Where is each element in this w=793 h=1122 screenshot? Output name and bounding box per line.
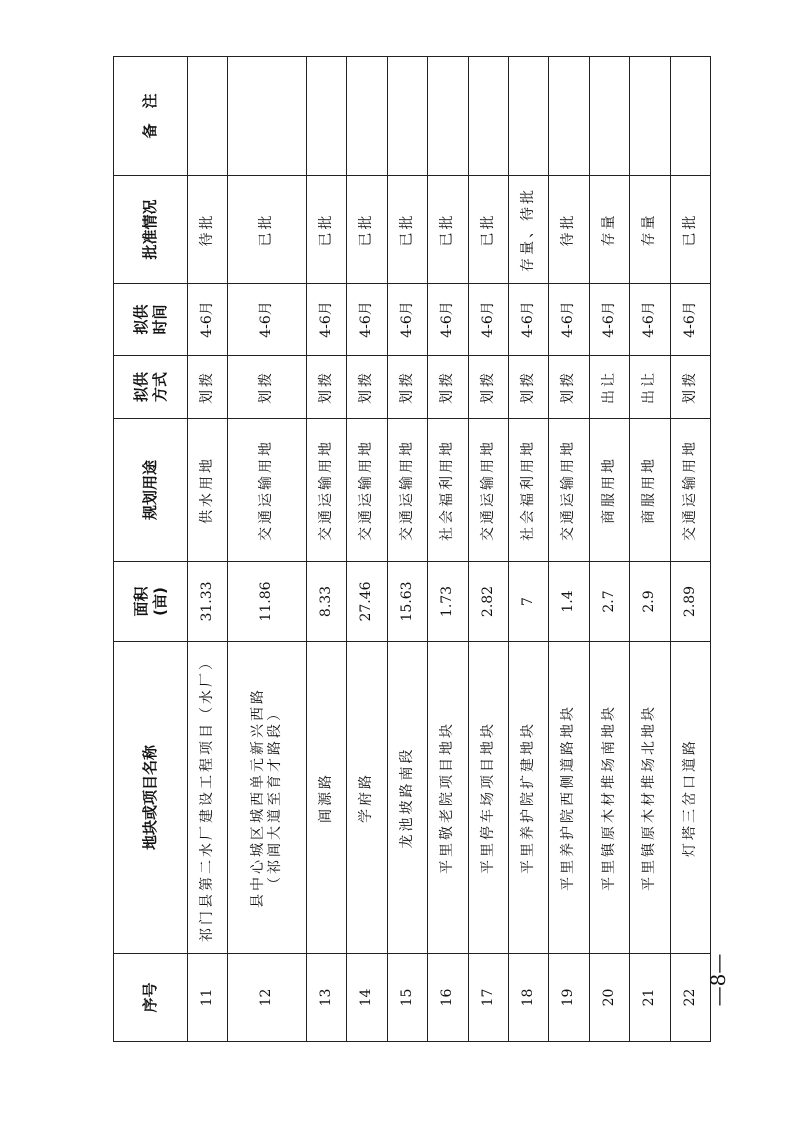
cell-time: 4-6月 (387, 284, 427, 356)
table-row (307, 57, 347, 1042)
cell-name-line1: 平里敬老院项目地块 (439, 721, 456, 874)
header-use: 规划用途 (114, 419, 188, 562)
cell-time: 4-6月 (428, 284, 468, 356)
cell-time: 4-6月 (508, 284, 548, 356)
cell-remark (670, 57, 710, 176)
header-method (114, 356, 188, 419)
cell-seq: 11 (188, 954, 228, 1042)
cell-name (307, 642, 347, 954)
cell-remark (188, 57, 228, 176)
cell-area: 11.86 (228, 562, 307, 642)
cell-seq: 13 (307, 954, 347, 1042)
cell-name-line1: 阊源路 (317, 772, 334, 823)
cell-area: 31.33 (188, 562, 228, 642)
table-header-row (114, 57, 188, 1042)
cell-remark (549, 57, 589, 176)
page-number: —8— (706, 953, 730, 1007)
cell-method: 划拨 (228, 356, 307, 419)
cell-name (347, 642, 387, 954)
cell-approval: 已批 (228, 176, 307, 284)
cell-method: 划拨 (468, 356, 508, 419)
header-time-line2: 时间 (150, 304, 169, 335)
header-time-line1: 拟供 (131, 304, 150, 335)
cell-area: 2.89 (670, 562, 710, 642)
cell-remark (589, 57, 629, 176)
cell-approval: 待批 (188, 176, 228, 284)
cell-area: 1.4 (549, 562, 589, 642)
cell-method: 划拨 (387, 356, 427, 419)
cell-time: 4-6月 (589, 284, 629, 356)
table-row (508, 57, 548, 1042)
cell-seq: 12 (228, 954, 307, 1042)
header-approval: 批准情况 (114, 176, 188, 284)
cell-use: 交通运输用地 (228, 419, 307, 562)
cell-use: 交通运输用地 (670, 419, 710, 562)
cell-remark (228, 57, 307, 176)
cell-method: 出让 (589, 356, 629, 419)
table-row (468, 57, 508, 1042)
cell-method: 出让 (630, 356, 670, 419)
cell-approval: 存量 (589, 176, 629, 284)
cell-remark (468, 57, 508, 176)
cell-approval: 已批 (347, 176, 387, 284)
cell-name-line2: （祁阊大道至育才路段） (267, 704, 284, 891)
cell-approval: 已批 (307, 176, 347, 284)
cell-area: 8.33 (307, 562, 347, 642)
cell-seq: 16 (428, 954, 468, 1042)
cell-approval: 已批 (428, 176, 468, 284)
cell-area: 7 (508, 562, 548, 642)
cell-name-line1: 平里停车场项目地块 (479, 721, 496, 874)
table-row (347, 57, 387, 1042)
cell-name-line1: 县中心城区城西单元新兴西路 (249, 687, 266, 908)
header-name: 地块或项目名称 (114, 642, 188, 954)
table-row (428, 57, 468, 1042)
header-method-line2: 方式 (150, 372, 169, 403)
cell-time: 4-6月 (670, 284, 710, 356)
header-area-line2: (亩) (150, 587, 169, 616)
cell-method: 划拨 (428, 356, 468, 419)
cell-name-line1: 龙池坡路南段 (398, 746, 415, 849)
cell-approval: 存量 (630, 176, 670, 284)
header-method-line1: 拟供 (131, 372, 150, 403)
cell-time: 4-6月 (468, 284, 508, 356)
table-row (387, 57, 427, 1042)
cell-approval: 已批 (468, 176, 508, 284)
cell-name-line1: 祁门县第二水厂建设工程项目（水厂） (198, 653, 215, 942)
cell-name (468, 642, 508, 954)
cell-time: 4-6月 (549, 284, 589, 356)
cell-area: 15.63 (387, 562, 427, 642)
cell-seq: 20 (589, 954, 629, 1042)
cell-time: 4-6月 (228, 284, 307, 356)
cell-use: 交通运输用地 (347, 419, 387, 562)
cell-time: 4-6月 (307, 284, 347, 356)
cell-name (630, 642, 670, 954)
header-time (114, 284, 188, 356)
cell-use: 商服用地 (630, 419, 670, 562)
cell-seq: 17 (468, 954, 508, 1042)
cell-use: 供水用地 (188, 419, 228, 562)
cell-area: 2.82 (468, 562, 508, 642)
cell-name-line1: 平里镇原木材堆场南地块 (600, 704, 617, 891)
cell-approval: 已批 (387, 176, 427, 284)
cell-seq: 18 (508, 954, 548, 1042)
cell-area: 2.7 (589, 562, 629, 642)
cell-use: 交通运输用地 (307, 419, 347, 562)
cell-name-line1: 灯塔三岔口道路 (681, 738, 698, 857)
table-row (589, 57, 629, 1042)
cell-time: 4-6月 (630, 284, 670, 356)
cell-method: 划拨 (347, 356, 387, 419)
table-row (670, 57, 710, 1042)
cell-seq: 14 (347, 954, 387, 1042)
cell-name-line1: 平里镇原木材堆场北地块 (641, 704, 658, 891)
header-remark: 备 注 (114, 57, 188, 176)
cell-seq: 22 (670, 954, 710, 1042)
cell-remark (307, 57, 347, 176)
rotated-table-container (113, 57, 711, 1042)
cell-method: 划拨 (549, 356, 589, 419)
cell-use: 商服用地 (589, 419, 629, 562)
cell-remark (387, 57, 427, 176)
cell-name (387, 642, 427, 954)
cell-name (549, 642, 589, 954)
cell-name-line1: 平里养护院扩建地块 (519, 721, 536, 874)
cell-approval: 存量、待批 (508, 176, 548, 284)
cell-remark (347, 57, 387, 176)
cell-remark (508, 57, 548, 176)
cell-name (670, 642, 710, 954)
cell-use: 社会福利用地 (428, 419, 468, 562)
cell-remark (428, 57, 468, 176)
header-area (114, 562, 188, 642)
header-area-line1: 面积 (131, 586, 150, 617)
cell-name (228, 642, 307, 954)
land-supply-table (113, 56, 711, 1042)
cell-seq: 19 (549, 954, 589, 1042)
cell-use: 社会福利用地 (508, 419, 548, 562)
cell-name (508, 642, 548, 954)
cell-area: 27.46 (347, 562, 387, 642)
cell-approval: 已批 (670, 176, 710, 284)
cell-area: 2.9 (630, 562, 670, 642)
cell-use: 交通运输用地 (468, 419, 508, 562)
cell-method: 划拨 (508, 356, 548, 419)
cell-name-line1: 学府路 (358, 772, 375, 823)
cell-approval: 待批 (549, 176, 589, 284)
cell-method: 划拨 (188, 356, 228, 419)
cell-name (428, 642, 468, 954)
cell-use: 交通运输用地 (549, 419, 589, 562)
table-row (228, 57, 307, 1042)
cell-seq: 21 (630, 954, 670, 1042)
cell-name (589, 642, 629, 954)
cell-seq: 15 (387, 954, 427, 1042)
table-row (630, 57, 670, 1042)
table-row (188, 57, 228, 1042)
header-seq: 序号 (114, 954, 188, 1042)
cell-area: 1.73 (428, 562, 468, 642)
cell-method: 划拨 (307, 356, 347, 419)
cell-method: 划拨 (670, 356, 710, 419)
cell-name (188, 642, 228, 954)
cell-use: 交通运输用地 (387, 419, 427, 562)
table-body (188, 57, 711, 1042)
table-row (549, 57, 589, 1042)
cell-time: 4-6月 (188, 284, 228, 356)
cell-remark (630, 57, 670, 176)
cell-name-line1: 平里养护院西侧道路地块 (560, 704, 577, 891)
cell-time: 4-6月 (347, 284, 387, 356)
